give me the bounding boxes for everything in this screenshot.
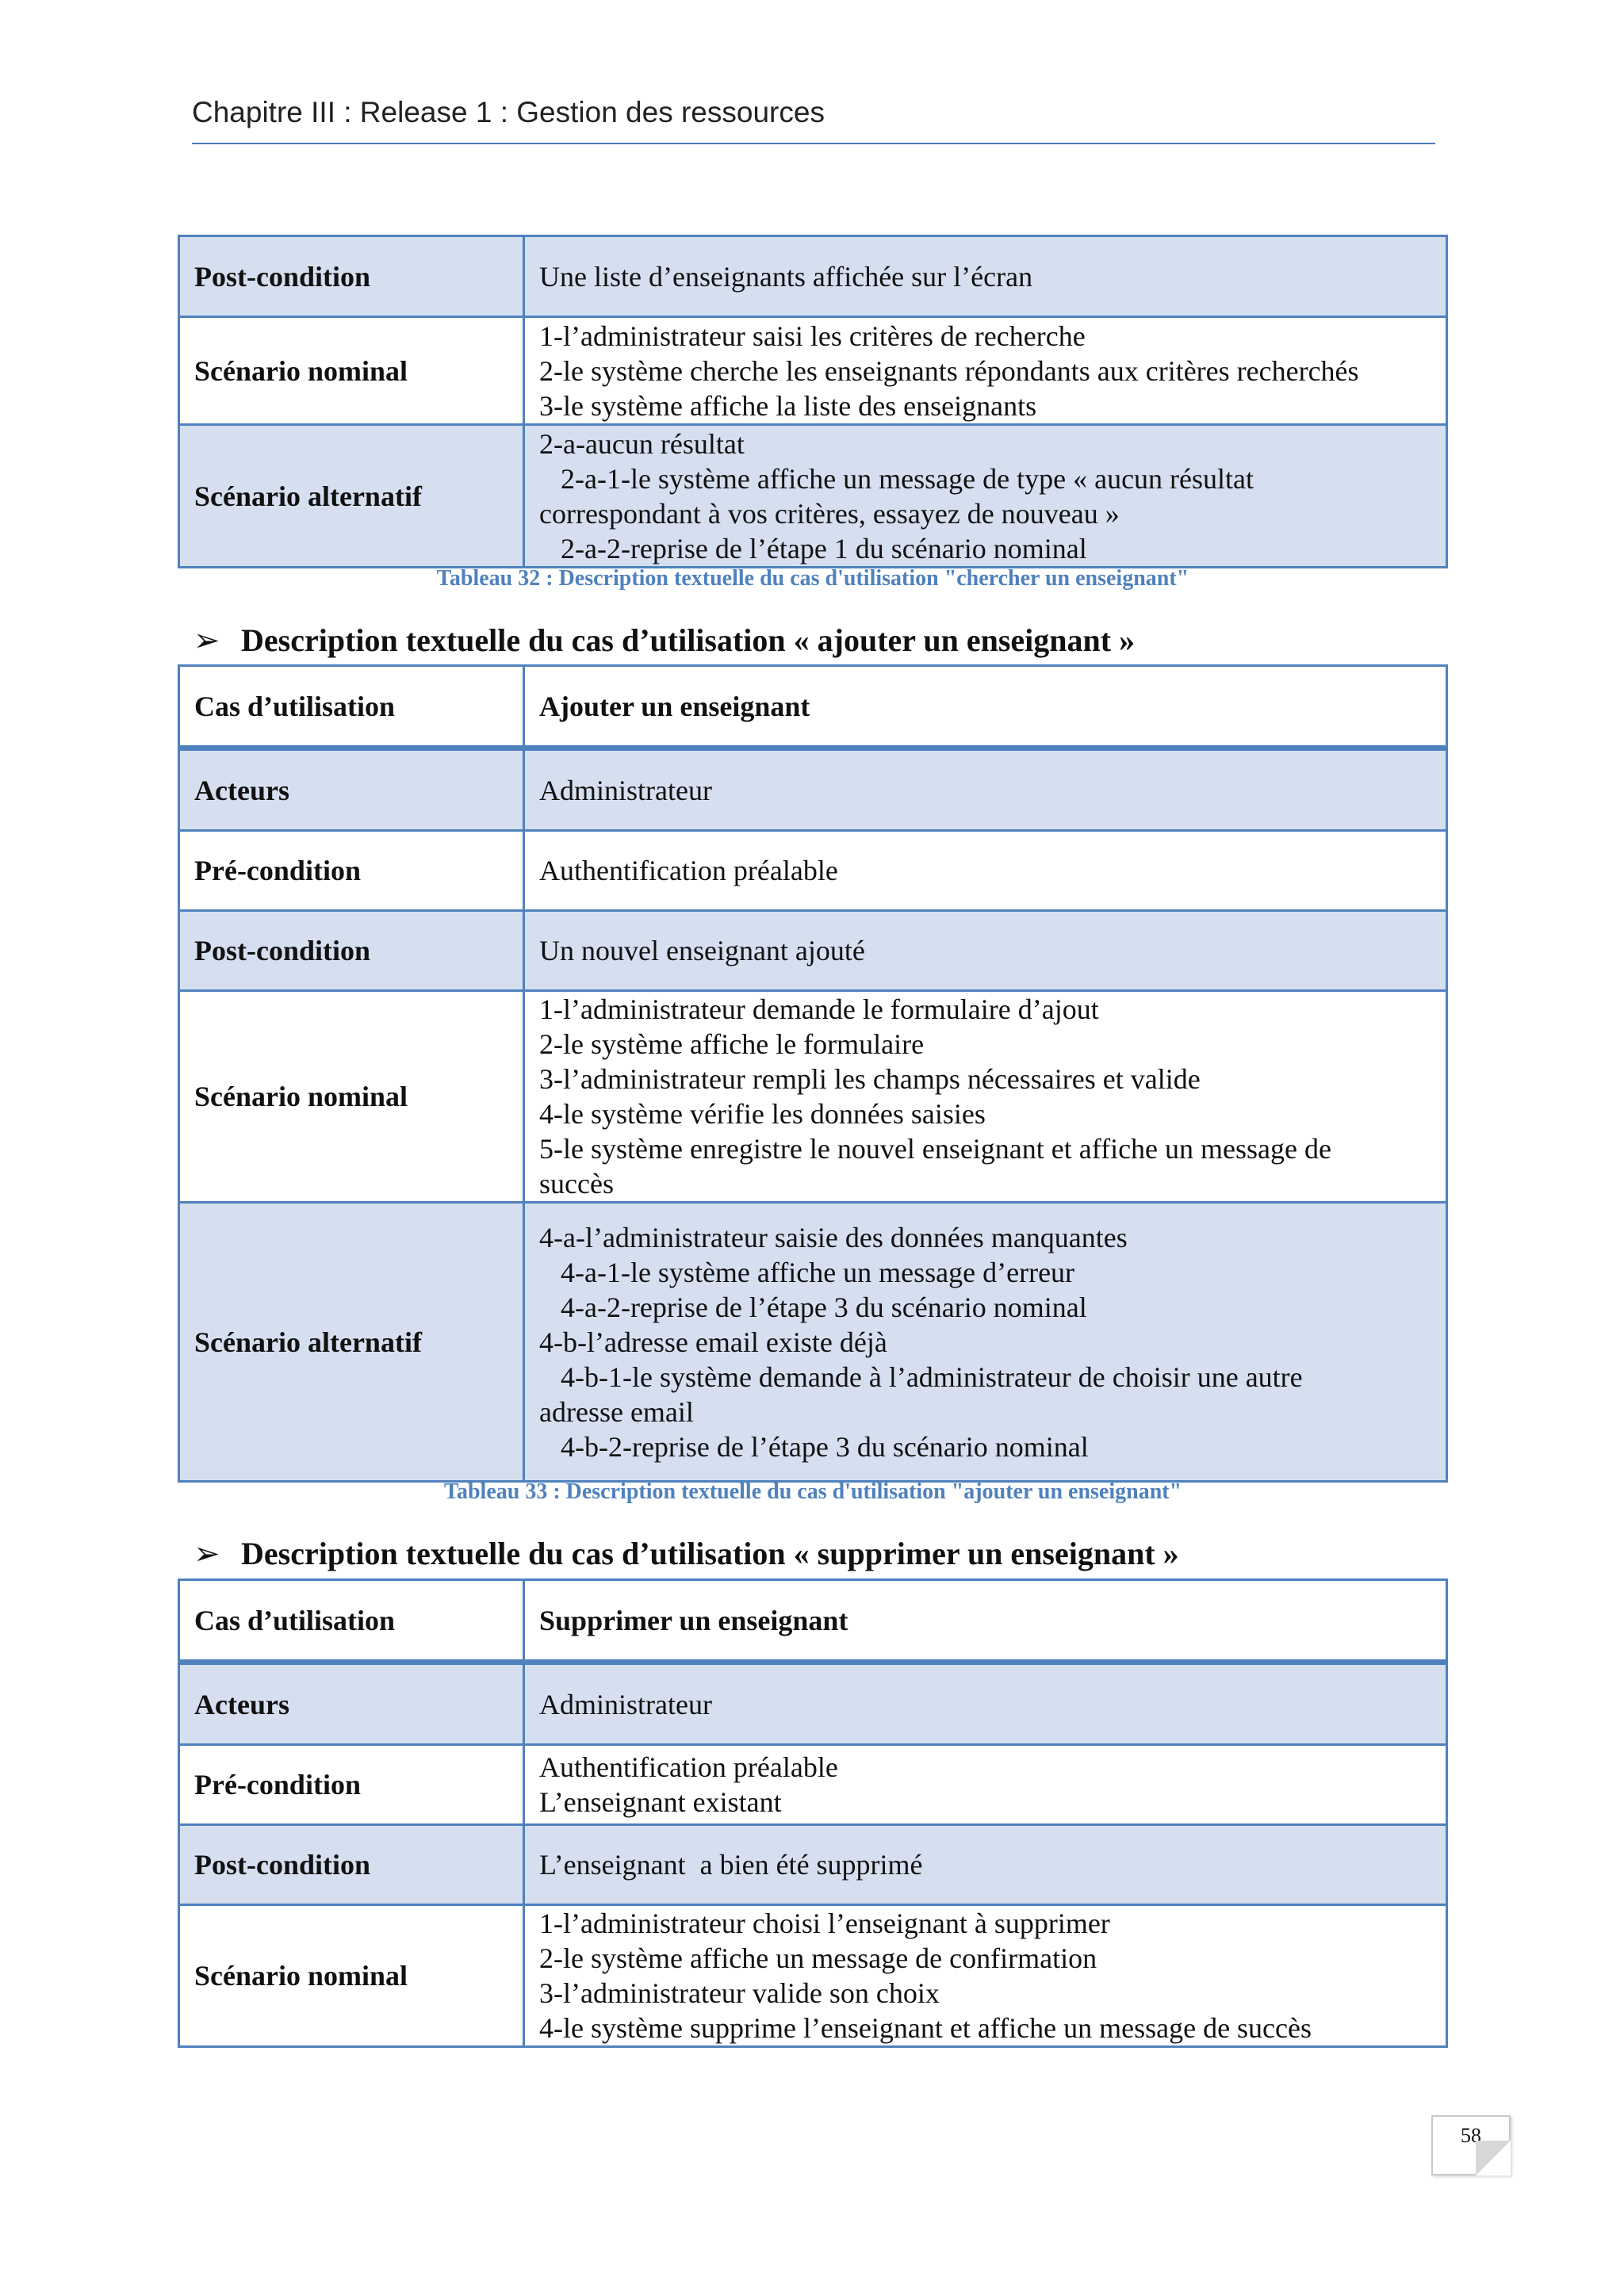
text-line: 2-le système affiche le formulaire: [539, 1028, 925, 1060]
text-line: L’enseignant existant: [539, 1786, 782, 1818]
page-number-text: 58: [1461, 2124, 1481, 2147]
page-fold-icon: [1476, 2141, 1511, 2175]
row-value: [524, 831, 1447, 911]
table-row: [179, 1825, 1447, 1905]
text-line: L’enseignant a bien été supprimé: [539, 1849, 923, 1881]
text-line: 2-a-aucun résultat: [539, 427, 745, 460]
text-line: 4-a-1-le système affiche un message d’erreur: [539, 1256, 1075, 1288]
table-header-row: [179, 1580, 1447, 1663]
row-value: [524, 911, 1447, 991]
row-value: Supprimer un enseignant: [524, 1580, 1447, 1663]
text-line: 2-a-2-reprise de l’étape 1 du scénario nominal: [539, 532, 1087, 564]
text-line: Administrateur: [539, 774, 712, 806]
arrow-bullet-icon: ➢: [193, 1536, 220, 1571]
table-row: [179, 317, 1447, 425]
text-line: correspondant à vos critères, essayez de nouveau »: [539, 497, 1120, 530]
text-line: 1-l’administrateur choisi l’enseignant à supprimer: [539, 1908, 1110, 1939]
row-key: Acteurs: [179, 1663, 524, 1745]
text-line: 3-l’administrateur valide son choix: [539, 1977, 940, 2009]
table-row: [179, 425, 1447, 568]
row-value: Ajouter un enseignant: [524, 666, 1447, 748]
table-row: [179, 1745, 1447, 1825]
table-chercher-enseignant: [178, 235, 1448, 568]
row-key: Cas d’utilisation: [179, 1580, 524, 1663]
text-line: succès: [539, 1168, 614, 1200]
row-value: [524, 1203, 1447, 1482]
table-row: [179, 1905, 1447, 2047]
row-key: Scénario nominal: [179, 991, 524, 1203]
row-key: Pré-condition: [179, 1745, 524, 1825]
row-key: Scénario alternatif: [179, 425, 524, 568]
text-line: 2-a-1-le système affiche un message de type « aucun résultat: [539, 462, 1254, 495]
text-line: 4-a-l’administrateur saisie des données manquantes: [539, 1221, 1128, 1253]
row-value: [524, 1825, 1447, 1905]
row-key: Acteurs: [179, 748, 524, 831]
table-caption: Tableau 33 : Description textuelle du cas d'utilisation "ajouter un enseignant": [443, 1479, 1182, 1504]
table-row: [179, 991, 1447, 1203]
row-value: [524, 1905, 1447, 2047]
text-line: Authentification préalable: [539, 1751, 838, 1783]
row-key: Scénario nominal: [179, 1905, 524, 2047]
text-line: 2-le système cherche les enseignants répondants aux critères recherchés: [539, 354, 1359, 387]
text-line: Une liste d’enseignants affichée sur l’écran: [539, 260, 1033, 293]
arrow-bullet-icon: ➢: [193, 622, 220, 658]
table-row: [179, 748, 1447, 831]
row-value: [524, 1745, 1447, 1825]
text-line: 2-le système affiche un message de confirmation: [539, 1942, 1097, 1974]
table-row: [179, 1203, 1447, 1482]
text-line: 4-b-2-reprise de l’étape 3 du scénario nominal: [539, 1430, 1089, 1463]
section-heading-text: Description textuelle du cas d’utilisation « supprimer un enseignant »: [241, 1536, 1179, 1571]
table-row: [179, 911, 1447, 991]
row-value: [524, 425, 1447, 568]
text-line: 4-a-2-reprise de l’étape 3 du scénario nominal: [539, 1291, 1087, 1323]
table-row: [179, 236, 1447, 317]
row-value: [524, 236, 1447, 317]
chapter-title: Chapitre III : Release 1 : Gestion des ressources: [192, 96, 825, 128]
text-line: Authentification préalable: [539, 855, 838, 886]
text-line: 4-b-1-le système demande à l’administrateur de choisir une autre: [539, 1360, 1303, 1393]
text-line: adresse email: [539, 1395, 694, 1428]
text-line: Administrateur: [539, 1688, 712, 1720]
text-line: 4-b-l’adresse email existe déjà: [539, 1326, 887, 1358]
row-value: [524, 317, 1447, 425]
row-key: Post-condition: [179, 236, 524, 317]
table-caption: Tableau 32 : Description textuelle du cas d'utilisation "chercher un enseignant": [436, 566, 1189, 591]
page-header: [192, 97, 1435, 144]
table-row: [179, 831, 1447, 911]
text-line: 1-l’administrateur saisi les critères de recherche: [539, 320, 1086, 352]
text-line: 3-le système affiche la liste des enseignants: [539, 389, 1037, 422]
row-key: Pré-condition: [179, 831, 524, 911]
text-line: 1-l’administrateur demande le formulaire d’ajout: [539, 993, 1099, 1025]
row-key: Post-condition: [179, 1825, 524, 1905]
row-key: Post-condition: [179, 911, 524, 991]
table-ajouter-enseignant: [178, 664, 1448, 1483]
section-heading-text: Description textuelle du cas d’utilisation « ajouter un enseignant »: [241, 622, 1136, 658]
row-value: [524, 748, 1447, 831]
table-header-row: [179, 666, 1447, 748]
row-key: Cas d’utilisation: [179, 666, 524, 748]
text-line: 5-le système enregistre le nouvel enseignant et affiche un message de: [539, 1133, 1331, 1165]
text-line: Un nouvel enseignant ajouté: [539, 935, 865, 966]
row-key: Scénario nominal: [179, 317, 524, 425]
table-row: [179, 1663, 1447, 1745]
text-line: 4-le système vérifie les données saisies: [539, 1098, 986, 1130]
section-heading: [193, 1535, 1446, 1573]
row-key: Scénario alternatif: [179, 1203, 524, 1482]
row-value: [524, 1663, 1447, 1745]
row-value: [524, 991, 1447, 1203]
page-number: [1431, 2115, 1511, 2175]
text-line: 3-l’administrateur rempli les champs nécessaires et valide: [539, 1063, 1201, 1095]
section-heading: [193, 622, 1446, 660]
table-supprimer-enseignant: [178, 1578, 1448, 2048]
text-line: 4-le système supprime l’enseignant et affiche un message de succès: [539, 2012, 1312, 2044]
